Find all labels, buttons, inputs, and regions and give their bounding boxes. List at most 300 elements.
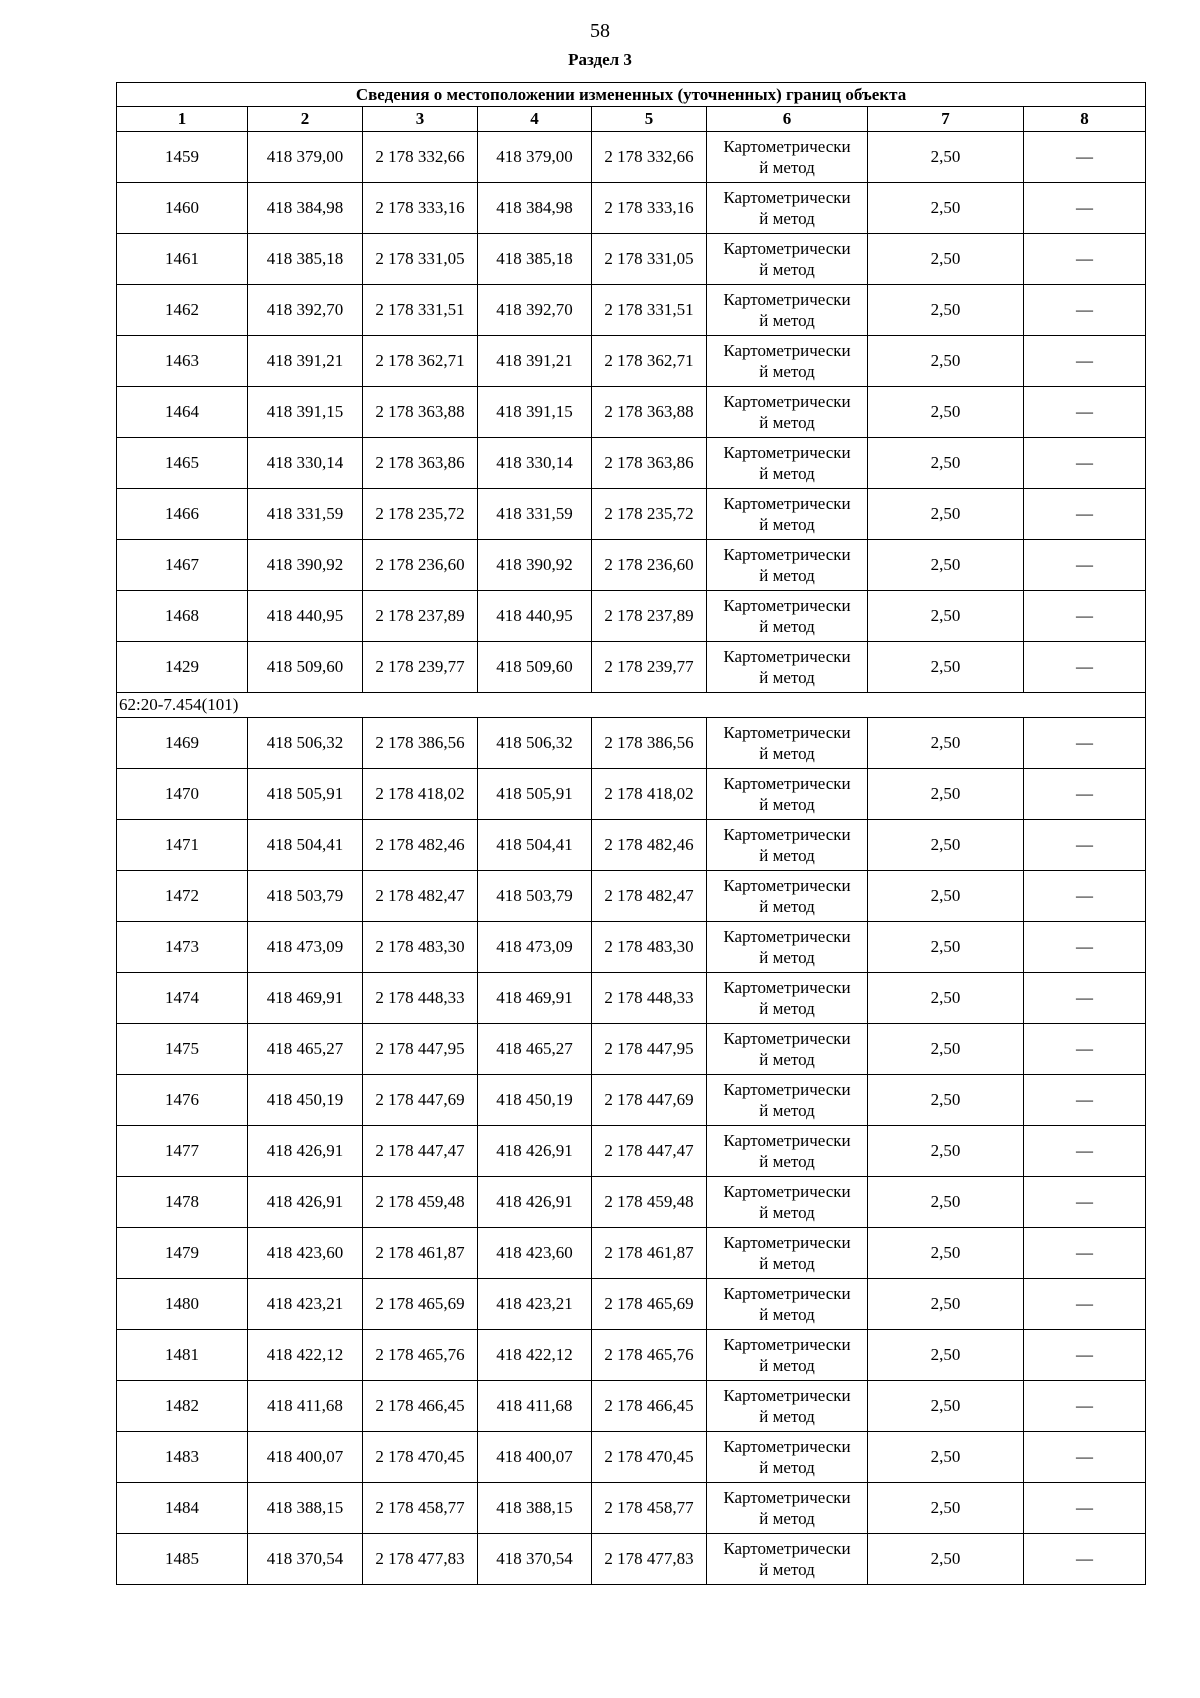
point-number-cell: 1484 [117,1483,248,1534]
description-cell: — [1024,1024,1146,1075]
x-refined-cell: 418 379,00 [478,132,592,183]
point-number-cell: 1466 [117,489,248,540]
point-number-cell: 1473 [117,922,248,973]
method-cell [707,769,868,820]
method-line-1: Картометрически [723,1233,851,1252]
y-existing-cell: 2 178 386,56 [363,718,478,769]
method-cell [707,1228,868,1279]
x-existing-cell: 418 330,14 [248,438,363,489]
y-refined-cell: 2 178 363,86 [592,438,707,489]
x-existing-cell: 418 473,09 [248,922,363,973]
x-existing-cell: 418 370,54 [248,1534,363,1585]
x-refined-cell: 418 473,09 [478,922,592,973]
method-line-2: й метод [759,1101,815,1120]
accuracy-cell: 2,50 [868,1075,1024,1126]
column-number-2: 2 [248,107,363,132]
y-existing-cell: 2 178 418,02 [363,769,478,820]
table-row [117,1432,1146,1483]
point-number-cell: 1475 [117,1024,248,1075]
point-number-cell: 1469 [117,718,248,769]
accuracy-cell: 2,50 [868,234,1024,285]
description-cell: — [1024,1330,1146,1381]
point-number-cell: 1468 [117,591,248,642]
method-line-2: й метод [759,158,815,177]
method-line-1: Картометрически [723,876,851,895]
method-line-2: й метод [759,744,815,763]
y-refined-cell: 2 178 331,51 [592,285,707,336]
y-existing-cell: 2 178 236,60 [363,540,478,591]
x-refined-cell: 418 400,07 [478,1432,592,1483]
method-line-2: й метод [759,515,815,534]
accuracy-cell: 2,50 [868,591,1024,642]
method-cell [707,1177,868,1228]
x-refined-cell: 418 506,32 [478,718,592,769]
y-refined-cell: 2 178 447,69 [592,1075,707,1126]
method-cell [707,1534,868,1585]
method-line-1: Картометрически [723,1080,851,1099]
y-refined-cell: 2 178 470,45 [592,1432,707,1483]
y-refined-cell: 2 178 239,77 [592,642,707,693]
y-existing-cell: 2 178 461,87 [363,1228,478,1279]
method-line-2: й метод [759,1050,815,1069]
method-line-1: Картометрически [723,341,851,360]
method-line-2: й метод [759,795,815,814]
point-number-cell: 1459 [117,132,248,183]
point-number-cell: 1476 [117,1075,248,1126]
method-line-2: й метод [759,999,815,1018]
description-cell: — [1024,1279,1146,1330]
x-existing-cell: 418 426,91 [248,1177,363,1228]
method-cell [707,1381,868,1432]
point-number-cell: 1470 [117,769,248,820]
y-existing-cell: 2 178 362,71 [363,336,478,387]
y-refined-cell: 2 178 333,16 [592,183,707,234]
method-line-1: Картометрически [723,596,851,615]
point-number-cell: 1467 [117,540,248,591]
description-cell: — [1024,1075,1146,1126]
description-cell: — [1024,871,1146,922]
description-cell: — [1024,285,1146,336]
table-row [117,489,1146,540]
method-line-1: Картометрически [723,1029,851,1048]
table-row [117,922,1146,973]
method-line-1: Картометрически [723,239,851,258]
method-line-1: Картометрически [723,825,851,844]
accuracy-cell: 2,50 [868,1483,1024,1534]
method-cell [707,540,868,591]
table-row [117,973,1146,1024]
group-row [117,693,1146,718]
y-existing-cell: 2 178 448,33 [363,973,478,1024]
accuracy-cell: 2,50 [868,387,1024,438]
accuracy-cell: 2,50 [868,438,1024,489]
method-line-1: Картометрически [723,647,851,666]
method-line-2: й метод [759,209,815,228]
accuracy-cell: 2,50 [868,336,1024,387]
column-number-6: 6 [707,107,868,132]
x-existing-cell: 418 504,41 [248,820,363,871]
description-cell: — [1024,336,1146,387]
y-existing-cell: 2 178 477,83 [363,1534,478,1585]
method-cell [707,1126,868,1177]
y-refined-cell: 2 178 477,83 [592,1534,707,1585]
x-existing-cell: 418 506,32 [248,718,363,769]
x-existing-cell: 418 388,15 [248,1483,363,1534]
accuracy-cell: 2,50 [868,540,1024,591]
y-refined-cell: 2 178 461,87 [592,1228,707,1279]
accuracy-cell: 2,50 [868,871,1024,922]
x-existing-cell: 418 391,21 [248,336,363,387]
accuracy-cell: 2,50 [868,489,1024,540]
method-line-2: й метод [759,311,815,330]
x-existing-cell: 418 423,21 [248,1279,363,1330]
accuracy-cell: 2,50 [868,1228,1024,1279]
y-refined-cell: 2 178 363,88 [592,387,707,438]
y-refined-cell: 2 178 447,95 [592,1024,707,1075]
point-number-cell: 1460 [117,183,248,234]
method-cell [707,438,868,489]
point-number-cell: 1465 [117,438,248,489]
table-row [117,1024,1146,1075]
accuracy-cell: 2,50 [868,1279,1024,1330]
point-number-cell: 1483 [117,1432,248,1483]
description-cell: — [1024,769,1146,820]
table-row [117,1483,1146,1534]
x-refined-cell: 418 469,91 [478,973,592,1024]
method-line-1: Картометрически [723,392,851,411]
table-row [117,183,1146,234]
method-cell [707,183,868,234]
description-cell: — [1024,132,1146,183]
method-cell [707,1075,868,1126]
point-number-cell: 1464 [117,387,248,438]
column-number-3: 3 [363,107,478,132]
method-cell [707,387,868,438]
y-existing-cell: 2 178 447,69 [363,1075,478,1126]
x-existing-cell: 418 426,91 [248,1126,363,1177]
method-line-2: й метод [759,1509,815,1528]
method-line-2: й метод [759,1458,815,1477]
method-cell [707,642,868,693]
method-cell [707,1330,868,1381]
y-existing-cell: 2 178 363,88 [363,387,478,438]
method-cell [707,132,868,183]
y-refined-cell: 2 178 362,71 [592,336,707,387]
group-label: 62:20-7.454(101) [117,693,1146,718]
method-line-1: Картометрически [723,188,851,207]
method-line-2: й метод [759,1560,815,1579]
point-number-cell: 1429 [117,642,248,693]
x-existing-cell: 418 509,60 [248,642,363,693]
x-refined-cell: 418 503,79 [478,871,592,922]
x-existing-cell: 418 384,98 [248,183,363,234]
method-line-2: й метод [759,846,815,865]
x-refined-cell: 418 411,68 [478,1381,592,1432]
table-caption: Сведения о местоположении измененных (уточненных) границ объекта [117,83,1146,107]
y-existing-cell: 2 178 482,46 [363,820,478,871]
point-number-cell: 1480 [117,1279,248,1330]
table-row [117,820,1146,871]
accuracy-cell: 2,50 [868,769,1024,820]
method-line-1: Картометрически [723,1182,851,1201]
x-refined-cell: 418 384,98 [478,183,592,234]
description-cell: — [1024,1228,1146,1279]
x-refined-cell: 418 388,15 [478,1483,592,1534]
description-cell: — [1024,387,1146,438]
y-existing-cell: 2 178 483,30 [363,922,478,973]
method-line-1: Картометрически [723,1131,851,1150]
table-row [117,591,1146,642]
method-cell [707,1432,868,1483]
y-existing-cell: 2 178 235,72 [363,489,478,540]
method-line-2: й метод [759,948,815,967]
method-line-2: й метод [759,464,815,483]
y-refined-cell: 2 178 483,30 [592,922,707,973]
accuracy-cell: 2,50 [868,1381,1024,1432]
x-refined-cell: 418 426,91 [478,1126,592,1177]
x-existing-cell: 418 505,91 [248,769,363,820]
table-row [117,387,1146,438]
section-title: Раздел 3 [568,50,632,69]
method-line-1: Картометрически [723,1488,851,1507]
method-line-1: Картометрически [723,1335,851,1354]
description-cell: — [1024,1381,1146,1432]
x-existing-cell: 418 411,68 [248,1381,363,1432]
method-cell [707,922,868,973]
method-line-2: й метод [759,413,815,432]
x-existing-cell: 418 503,79 [248,871,363,922]
table-row [117,769,1146,820]
method-line-2: й метод [759,1152,815,1171]
accuracy-cell: 2,50 [868,285,1024,336]
accuracy-cell: 2,50 [868,922,1024,973]
table-row [117,1279,1146,1330]
y-existing-cell: 2 178 237,89 [363,591,478,642]
y-refined-cell: 2 178 331,05 [592,234,707,285]
page-number: 58 [590,20,610,42]
x-refined-cell: 418 504,41 [478,820,592,871]
table-row [117,1330,1146,1381]
point-number-cell: 1478 [117,1177,248,1228]
table-row [117,1381,1146,1432]
y-refined-cell: 2 178 447,47 [592,1126,707,1177]
method-line-1: Картометрически [723,443,851,462]
point-number-cell: 1477 [117,1126,248,1177]
column-number-8: 8 [1024,107,1146,132]
x-refined-cell: 418 509,60 [478,642,592,693]
y-existing-cell: 2 178 465,76 [363,1330,478,1381]
description-cell: — [1024,642,1146,693]
y-refined-cell: 2 178 236,60 [592,540,707,591]
method-cell [707,973,868,1024]
x-existing-cell: 418 392,70 [248,285,363,336]
point-number-cell: 1463 [117,336,248,387]
method-line-1: Картометрически [723,1539,851,1558]
method-line-2: й метод [759,566,815,585]
description-cell: — [1024,1483,1146,1534]
method-line-1: Картометрически [723,723,851,742]
method-cell [707,1279,868,1330]
table-row [117,1075,1146,1126]
y-refined-cell: 2 178 465,76 [592,1330,707,1381]
x-existing-cell: 418 465,27 [248,1024,363,1075]
method-line-2: й метод [759,1407,815,1426]
point-number-cell: 1474 [117,973,248,1024]
x-existing-cell: 418 390,92 [248,540,363,591]
x-refined-cell: 418 450,19 [478,1075,592,1126]
point-number-cell: 1479 [117,1228,248,1279]
x-existing-cell: 418 331,59 [248,489,363,540]
point-number-cell: 1485 [117,1534,248,1585]
accuracy-cell: 2,50 [868,1330,1024,1381]
x-existing-cell: 418 423,60 [248,1228,363,1279]
accuracy-cell: 2,50 [868,132,1024,183]
method-cell [707,871,868,922]
description-cell: — [1024,489,1146,540]
method-cell [707,234,868,285]
method-line-1: Картометрически [723,494,851,513]
column-number-7: 7 [868,107,1024,132]
method-line-2: й метод [759,617,815,636]
method-line-2: й метод [759,897,815,916]
point-number-cell: 1481 [117,1330,248,1381]
method-cell [707,718,868,769]
accuracy-cell: 2,50 [868,718,1024,769]
description-cell: — [1024,973,1146,1024]
table-row [117,438,1146,489]
x-refined-cell: 418 385,18 [478,234,592,285]
method-line-1: Картометрически [723,545,851,564]
method-line-1: Картометрически [723,774,851,793]
x-refined-cell: 418 391,21 [478,336,592,387]
description-cell: — [1024,820,1146,871]
y-refined-cell: 2 178 448,33 [592,973,707,1024]
description-cell: — [1024,922,1146,973]
y-existing-cell: 2 178 332,66 [363,132,478,183]
x-existing-cell: 418 450,19 [248,1075,363,1126]
x-existing-cell: 418 391,15 [248,387,363,438]
y-refined-cell: 2 178 459,48 [592,1177,707,1228]
y-existing-cell: 2 178 447,95 [363,1024,478,1075]
x-refined-cell: 418 440,95 [478,591,592,642]
table-row [117,1126,1146,1177]
x-refined-cell: 418 423,21 [478,1279,592,1330]
method-cell [707,336,868,387]
accuracy-cell: 2,50 [868,820,1024,871]
method-line-1: Картометрически [723,1437,851,1456]
table-body [117,132,1146,1585]
y-existing-cell: 2 178 482,47 [363,871,478,922]
y-refined-cell: 2 178 235,72 [592,489,707,540]
description-cell: — [1024,1177,1146,1228]
accuracy-cell: 2,50 [868,1432,1024,1483]
accuracy-cell: 2,50 [868,642,1024,693]
y-refined-cell: 2 178 482,46 [592,820,707,871]
x-existing-cell: 418 379,00 [248,132,363,183]
y-refined-cell: 2 178 332,66 [592,132,707,183]
y-refined-cell: 2 178 465,69 [592,1279,707,1330]
table-row [117,642,1146,693]
x-refined-cell: 418 426,91 [478,1177,592,1228]
y-refined-cell: 2 178 466,45 [592,1381,707,1432]
method-cell [707,1024,868,1075]
method-cell [707,285,868,336]
point-number-cell: 1462 [117,285,248,336]
y-existing-cell: 2 178 470,45 [363,1432,478,1483]
description-cell: — [1024,438,1146,489]
table-row [117,132,1146,183]
description-cell: — [1024,1126,1146,1177]
table-row [117,336,1146,387]
method-line-2: й метод [759,1356,815,1375]
point-number-cell: 1461 [117,234,248,285]
method-line-2: й метод [759,362,815,381]
coordinates-table [116,82,1146,1585]
y-existing-cell: 2 178 333,16 [363,183,478,234]
y-existing-cell: 2 178 458,77 [363,1483,478,1534]
method-line-1: Картометрически [723,137,851,156]
method-line-2: й метод [759,668,815,687]
x-existing-cell: 418 469,91 [248,973,363,1024]
y-existing-cell: 2 178 465,69 [363,1279,478,1330]
x-refined-cell: 418 465,27 [478,1024,592,1075]
description-cell: — [1024,1432,1146,1483]
y-refined-cell: 2 178 458,77 [592,1483,707,1534]
accuracy-cell: 2,50 [868,973,1024,1024]
method-line-2: й метод [759,1254,815,1273]
y-existing-cell: 2 178 459,48 [363,1177,478,1228]
y-existing-cell: 2 178 447,47 [363,1126,478,1177]
column-number-5: 5 [592,107,707,132]
x-refined-cell: 418 505,91 [478,769,592,820]
accuracy-cell: 2,50 [868,1126,1024,1177]
table-row [117,718,1146,769]
method-line-2: й метод [759,1203,815,1222]
table-row [117,1177,1146,1228]
y-existing-cell: 2 178 363,86 [363,438,478,489]
accuracy-cell: 2,50 [868,183,1024,234]
x-refined-cell: 418 390,92 [478,540,592,591]
method-line-1: Картометрически [723,927,851,946]
method-line-2: й метод [759,260,815,279]
method-cell [707,591,868,642]
table-row [117,540,1146,591]
y-refined-cell: 2 178 237,89 [592,591,707,642]
method-line-1: Картометрически [723,978,851,997]
x-refined-cell: 418 370,54 [478,1534,592,1585]
y-existing-cell: 2 178 331,51 [363,285,478,336]
method-line-2: й метод [759,1305,815,1324]
column-number-row [117,107,1146,132]
x-existing-cell: 418 400,07 [248,1432,363,1483]
point-number-cell: 1482 [117,1381,248,1432]
y-existing-cell: 2 178 466,45 [363,1381,478,1432]
method-line-1: Картометрически [723,1284,851,1303]
description-cell: — [1024,183,1146,234]
description-cell: — [1024,540,1146,591]
method-cell [707,1483,868,1534]
y-existing-cell: 2 178 239,77 [363,642,478,693]
y-existing-cell: 2 178 331,05 [363,234,478,285]
x-existing-cell: 418 385,18 [248,234,363,285]
description-cell: — [1024,718,1146,769]
description-cell: — [1024,234,1146,285]
x-refined-cell: 418 422,12 [478,1330,592,1381]
description-cell: — [1024,1534,1146,1585]
table-row [117,871,1146,922]
method-cell [707,820,868,871]
x-existing-cell: 418 440,95 [248,591,363,642]
